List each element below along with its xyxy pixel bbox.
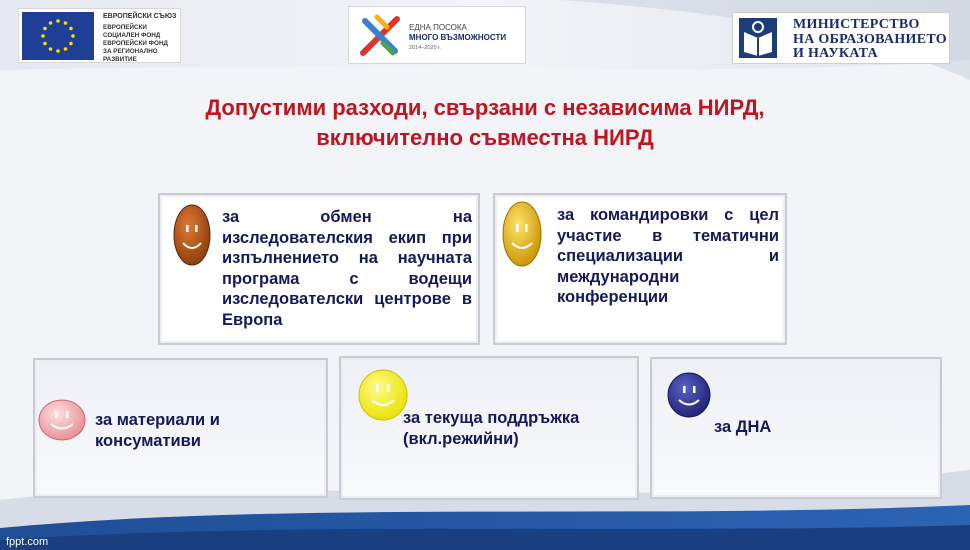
- smiley-gold-icon: [501, 199, 543, 269]
- card-materials-text: [95, 410, 320, 451]
- card-support-text: [403, 408, 633, 449]
- eu-logo: [18, 8, 181, 63]
- card-materials-line-1: за материали и: [95, 411, 220, 429]
- card-exchange: [158, 193, 480, 345]
- ministry-logo-text: [793, 18, 947, 62]
- card-support-line-2: (вкл.режийни): [403, 429, 519, 448]
- op-line-2: МНОГО ВЪЗМОЖНОСТИ: [409, 33, 507, 42]
- eu-line-1: ЕВРОПЕЙСКИ СЪЮЗ: [103, 13, 177, 20]
- card-dna-text: за ДНА: [714, 418, 772, 436]
- eu-logo-text: [103, 13, 180, 64]
- eu-line-5: ЗА РЕГИОНАЛНО РАЗВИТИЕ: [103, 48, 158, 63]
- op-arrows-icon: [357, 13, 407, 59]
- smiley-yellow-icon: [357, 368, 409, 422]
- card-support-line-1: за текуща поддръжка: [403, 409, 580, 427]
- eu-line-2: ЕВРОПЕЙСКИ: [103, 24, 147, 31]
- eu-flag-icon: [22, 12, 94, 60]
- watermark: fppt.com: [6, 536, 49, 548]
- card-materials: [33, 358, 328, 498]
- ministry-book-icon: [739, 18, 777, 58]
- card-exchange-text: за обмен на изследователския екип при изпълнението на научната програма с водещи изследователски центрове в Европа: [222, 208, 472, 329]
- ministry-line-3: И НАУКАТА: [793, 46, 878, 61]
- ministry-line-1: МИНИСТЕРСТВО: [793, 17, 920, 32]
- smiley-brown-icon: [172, 203, 212, 267]
- smiley-navy-icon: [666, 371, 712, 419]
- card-support: [339, 356, 639, 500]
- ministry-logo: [732, 12, 950, 64]
- card-dna: [650, 357, 942, 499]
- op-line-1: ЕДНА ПОСОКА: [409, 23, 467, 32]
- operational-programme-logo: [348, 6, 526, 64]
- slide-title: [0, 93, 970, 153]
- card-travel: [493, 193, 787, 345]
- smiley-pink-icon: [37, 398, 87, 442]
- eu-line-3: СОЦИАЛЕН ФОНД: [103, 32, 161, 39]
- card-travel-text: за командировки с цел участие в тематични специализации и международни конференции: [557, 206, 779, 306]
- title-line-1: Допустими разходи, свързани с независима НИРД,: [205, 95, 765, 120]
- op-line-3: 2014–2020 г.: [409, 45, 441, 51]
- card-materials-line-2: консумативи: [95, 431, 201, 450]
- title-line-2: включително съвместна НИРД: [316, 125, 654, 150]
- ministry-line-2: НА ОБРАЗОВАНИЕТО: [793, 31, 947, 47]
- op-logo-text: [409, 23, 506, 53]
- eu-line-4: ЕВРОПЕЙСКИ ФОНД: [103, 40, 168, 47]
